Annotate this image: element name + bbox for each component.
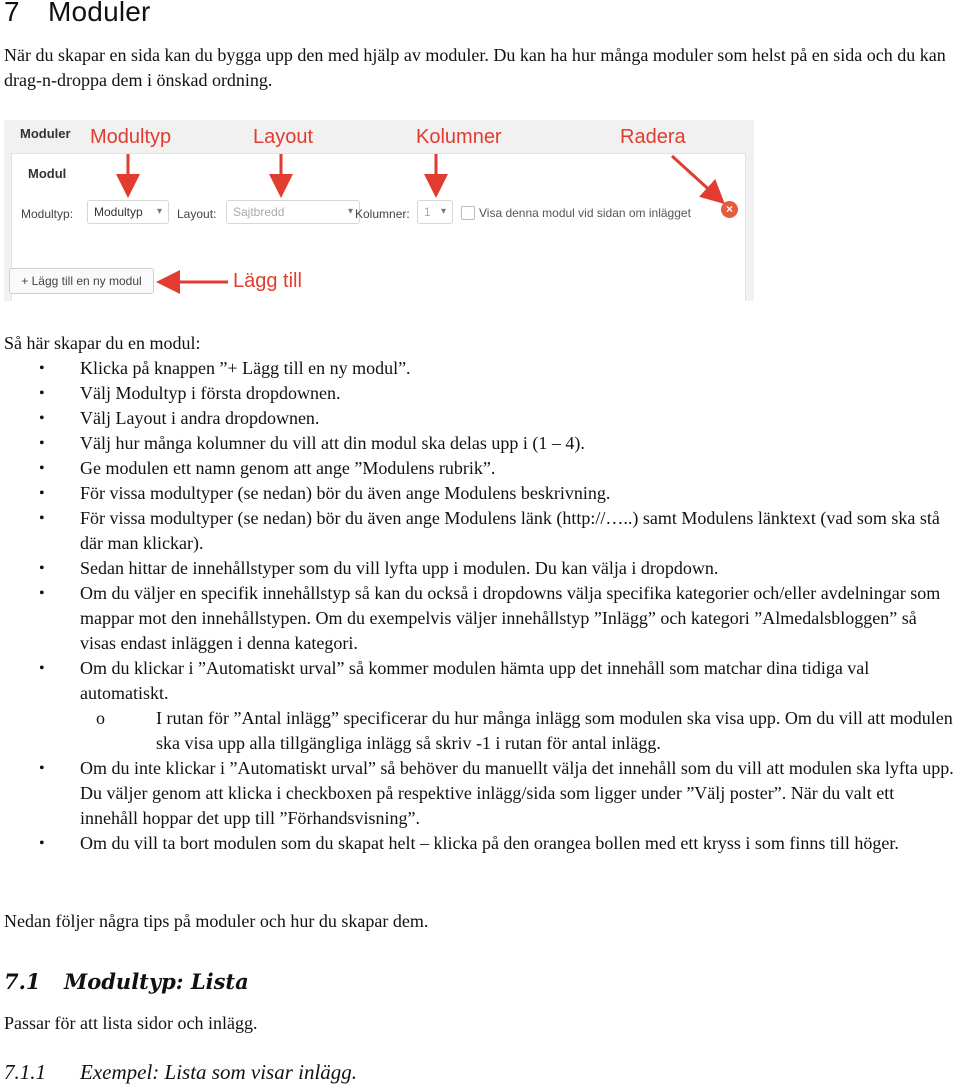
list-item [0,456,956,481]
list-item [0,656,956,706]
arrow-radera [672,156,716,196]
bullet-icon: • [39,360,45,377]
delete-module-button[interactable]: × [721,201,738,218]
layout-label: Layout: [177,207,217,221]
list-item [0,356,956,381]
moduler-section-label: Moduler [20,126,71,141]
bullet-icon: • [39,485,45,502]
list-item-text: Om du vill ta bort modulen som du skapat helt – klicka på den orangea bollen med ett kryss i som finns till höger. [80,833,899,853]
annotation-lagg-till: Lägg till [233,270,302,292]
list-item-text: Sedan hittar de innehållstyper som du vill lyfta upp i modulen. Du kan välja i dropdown. [80,558,719,578]
subsection-number: 7.1.1 [4,1060,46,1084]
list-item [0,431,956,456]
section-heading [4,969,249,994]
list-item-text: I rutan för ”Antal inlägg” specificerar du hur många inlägg som modulen ska visa upp. Om du vill att modulen ska visa upp alla tillgängliga inlägg så skriv -1 i rutan för antal inlägg. [156,708,953,753]
annotation-modultyp: Modultyp [90,126,172,148]
section-number: 7.1 [4,969,41,994]
list-item-text: Välj Layout i andra dropdownen. [80,408,320,428]
chevron-down-icon: ▾ [347,206,353,217]
section-title: Modultyp: Lista [64,969,249,994]
list-item [0,381,956,406]
bullet-icon: • [39,585,45,602]
sub-bullet-icon: o [96,708,105,728]
list-item-text: Klicka på knappen ”+ Lägg till en ny modul”. [80,358,411,378]
chevron-down-icon: ▾ [156,206,162,217]
how-to-intro: Så här skapar du en modul: [4,333,201,353]
list-item [0,756,956,831]
list-item [0,831,956,856]
bullet-icon: • [39,760,45,777]
bullet-icon: • [39,385,45,402]
layout-select-value: Sajtbredd [233,205,285,219]
list-item [0,556,956,581]
steps-list [0,356,960,856]
bullet-icon: • [39,660,45,677]
chapter-title: Moduler [48,0,151,27]
sub-list-item [0,706,956,756]
subsection-title: Exempel: Lista som visar inlägg. [80,1060,358,1084]
list-item [0,581,956,656]
modultyp-label: Modultyp: [21,207,74,221]
list-item-text: Välj hur många kolumner du vill att din modul ska delas upp i (1 – 4). [80,433,585,453]
sidebar-checkbox-label: Visa denna modul vid sidan om inlägget [479,206,691,220]
intro-paragraph: När du skapar en sida kan du bygga upp den med hjälp av moduler. Du kan ha hur många moduler som helst på en sida och du kan drag-n-droppa dem i önskad ordning. [4,45,946,90]
list-item [0,506,956,556]
kolumner-label: Kolumner: [355,207,410,221]
annotation-arrows [4,120,754,301]
module-panel-label: Modul [28,166,67,181]
bullet-icon: • [39,510,45,527]
list-item-text: Om du väljer en specifik innehållstyp så kan du också i dropdowns välja specifika kategorier och/eller avdelningar som mappar mot den innehållstypen. Om du exempelvis väljer innehållstyp ”Inlägg” och kategori ”Almedalsbloggen” så visas endast inläggen i denna kategori. [80,583,941,653]
subsection-heading [4,1060,357,1085]
module-editor-screenshot [4,120,754,301]
chevron-down-icon: ▾ [440,206,446,217]
modultyp-select-value: Modultyp [94,205,143,219]
chapter-heading [4,0,151,28]
list-item-text: Om du klickar i ”Automatiskt urval” så kommer modulen hämta upp det innehåll som matchar dina tidiga val automatiskt. [80,658,870,703]
annotation-radera: Radera [620,126,686,148]
annotation-layout: Layout [253,126,314,148]
add-module-button[interactable]: + Lägg till en ny modul [9,268,154,294]
list-item-text: För vissa modultyper (se nedan) bör du även ange Modulens länk (http://…..) samt Modulens länktext (vad som ska stå där man klickar). [80,508,940,553]
list-item [0,481,956,506]
list-item-text: För vissa modultyper (se nedan) bör du även ange Modulens beskrivning. [80,483,611,503]
list-item-text: Ge modulen ett namn genom att ange ”Modulens rubrik”. [80,458,496,478]
bullet-icon: • [39,435,45,452]
tips-paragraph: Nedan följer några tips på moduler och hur du skapar dem. [4,911,429,931]
chapter-number: 7 [4,0,20,27]
bullet-icon: • [39,560,45,577]
bullet-icon: • [39,835,45,852]
bullet-icon: • [39,410,45,427]
annotation-kolumner: Kolumner [416,126,502,148]
kolumner-select-value: 1 [424,205,431,219]
section-paragraph: Passar för att lista sidor och inlägg. [4,1013,258,1033]
list-item-text: Välj Modultyp i första dropdownen. [80,383,341,403]
bullet-icon: • [39,460,45,477]
list-item [0,406,956,431]
list-item-text: Om du inte klickar i ”Automatiskt urval” så behöver du manuellt välja det innehåll som du vill att modulen ska lyfta upp. Du väljer genom att klicka i checkboxen på respektive inlägg/sida som ligger under ”Välj poster”. När du valt ett innehåll hoppar det upp till ”Förhandsvisning”. [80,758,954,828]
